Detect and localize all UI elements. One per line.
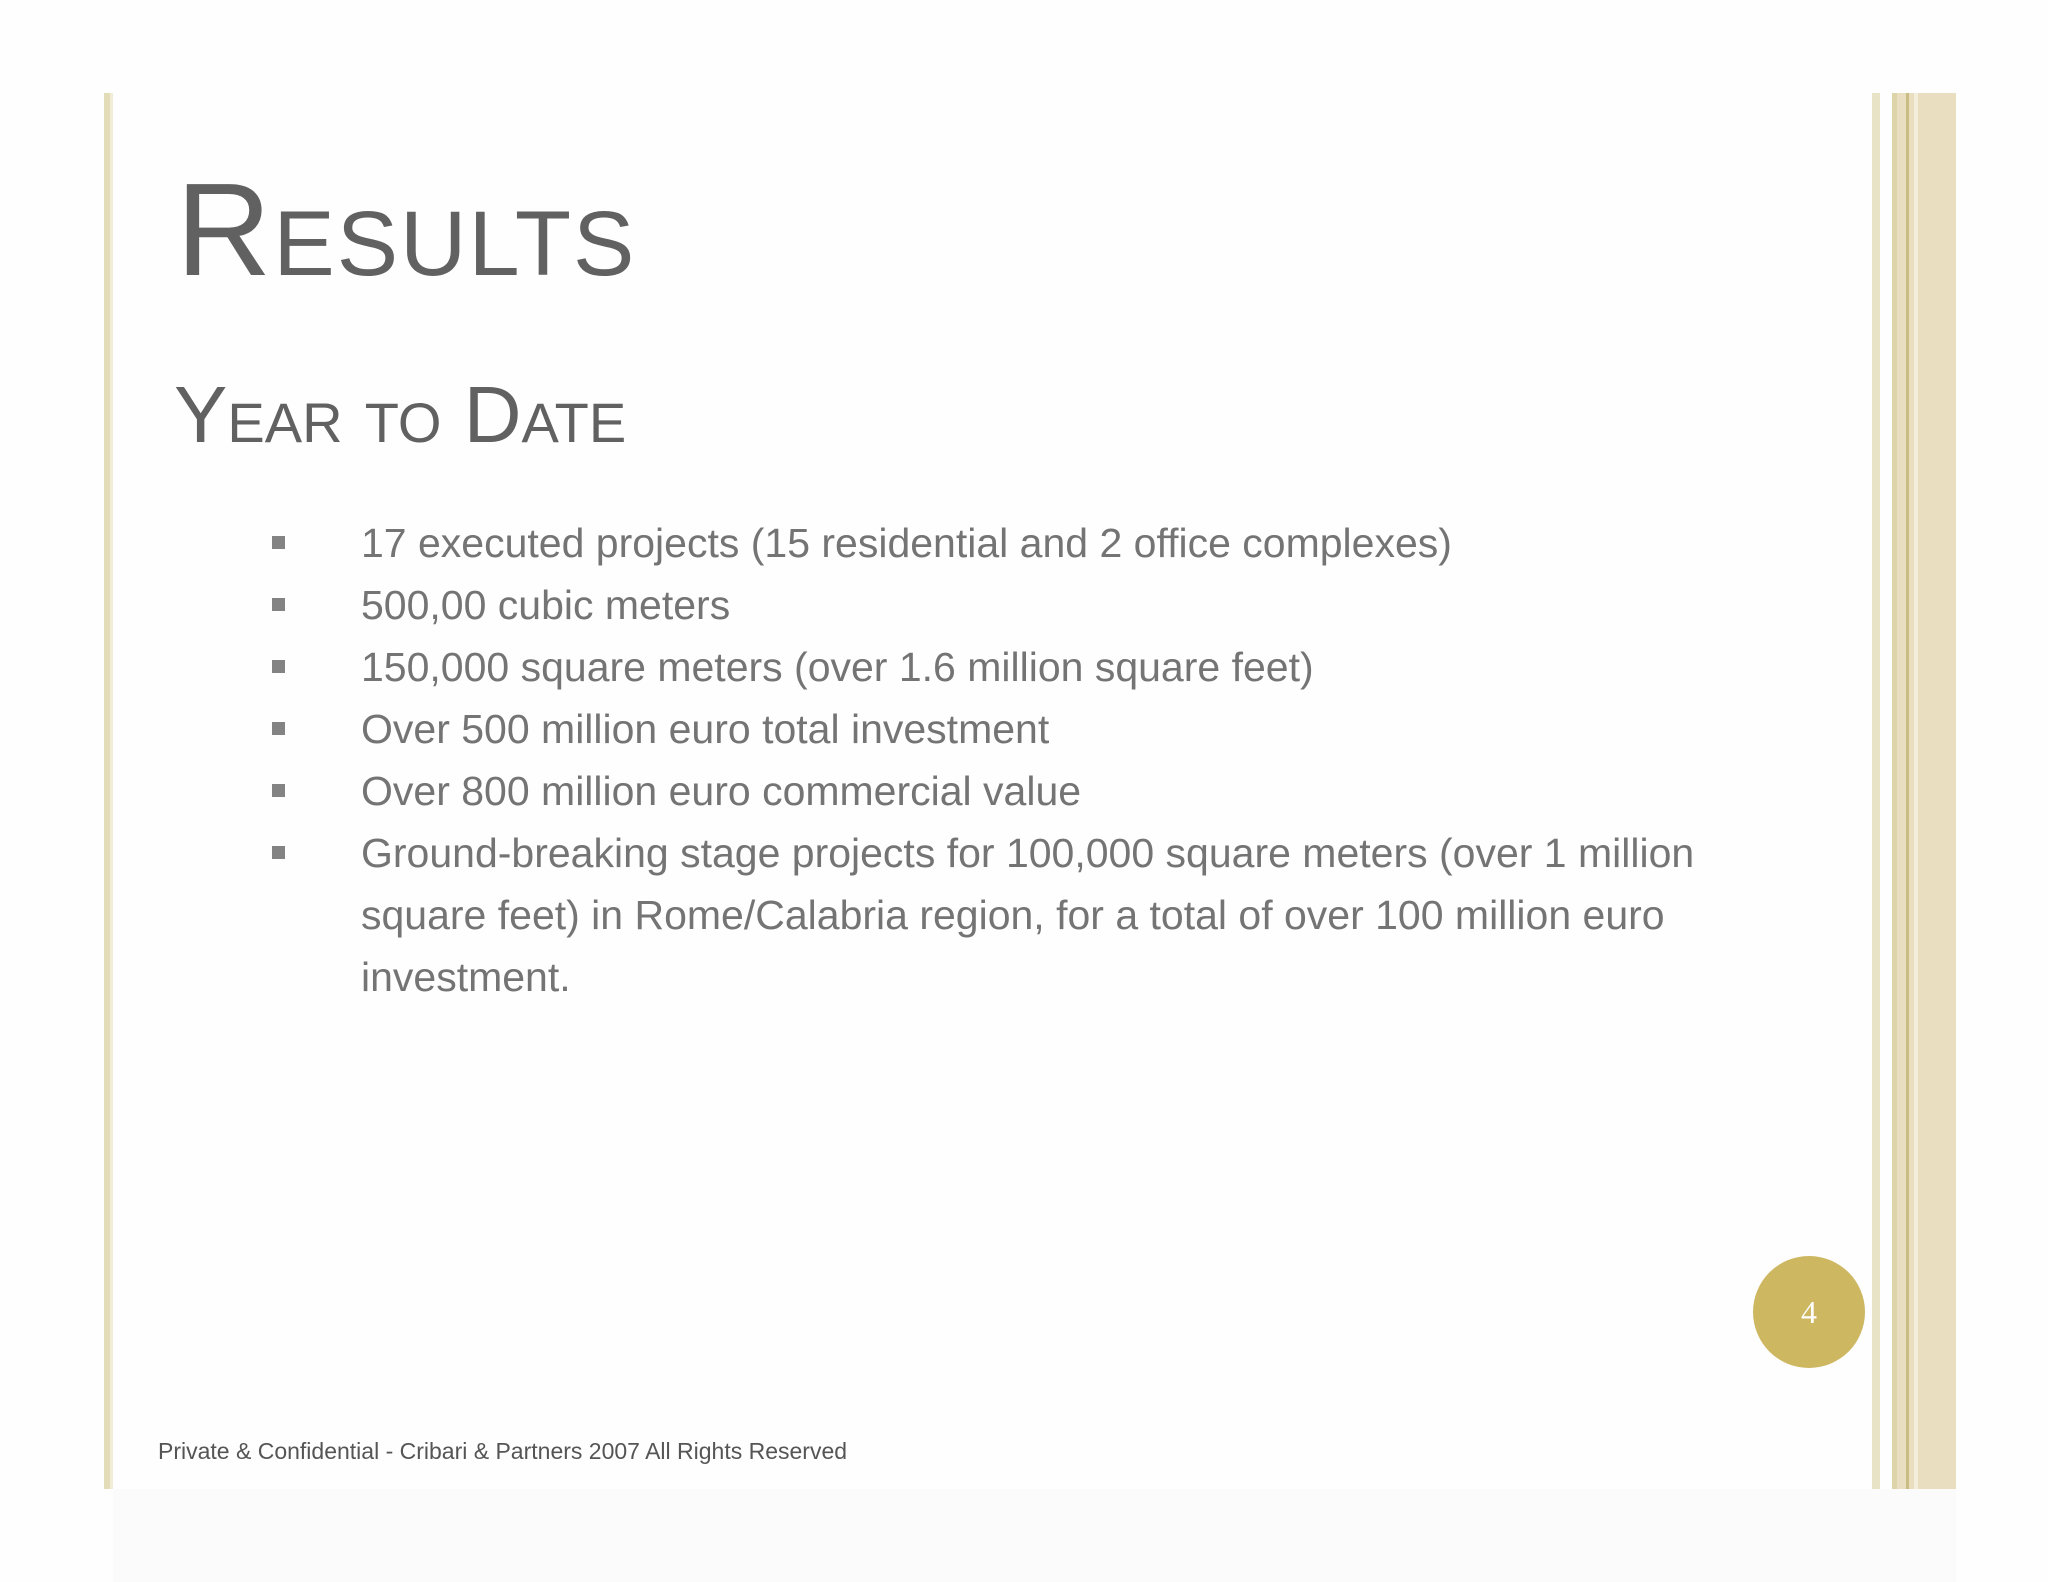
right-panel-line [1906, 93, 1909, 1489]
square-bullet-icon [272, 784, 285, 797]
square-bullet-icon [272, 722, 285, 735]
list-item [270, 636, 1790, 698]
list-item-text: Over 800 million euro commercial value [361, 768, 1082, 814]
right-border-band [1872, 93, 1880, 1489]
bottom-shade [113, 1489, 1956, 1582]
bullet-list [270, 512, 1790, 1008]
slide-subtitle: Year to Date [174, 370, 627, 459]
list-item-text: Over 500 million euro total investment [361, 706, 1050, 752]
square-bullet-icon [272, 598, 285, 611]
list-item-text: 17 executed projects (15 residential and 2 office complexes) [361, 520, 1452, 566]
square-bullet-icon [272, 846, 285, 859]
list-item-text: 500,00 cubic meters [361, 582, 731, 628]
right-panel-line [1914, 93, 1918, 1489]
slide-title: Results [176, 156, 637, 303]
list-item [270, 822, 1790, 1008]
list-item [270, 574, 1790, 636]
right-panel-line [1892, 93, 1897, 1489]
list-item-text: Ground-breaking stage projects for 100,000 square meters (over 1 million square feet) in Rome/Calabria region, for a total of over 100 million euro investment. [361, 830, 1695, 1000]
list-item [270, 698, 1790, 760]
page-number-badge [1753, 1256, 1865, 1368]
right-decorative-panel [1892, 93, 1956, 1489]
list-item [270, 760, 1790, 822]
footer-text: Private & Confidential - Cribari & Partners 2007 All Rights Reserved [158, 1438, 848, 1464]
square-bullet-icon [272, 536, 285, 549]
list-item-text: 150,000 square meters (over 1.6 million square feet) [361, 644, 1314, 690]
page-number: 4 [1801, 1293, 1817, 1330]
square-bullet-icon [272, 660, 285, 673]
left-border-rule-inner [110, 93, 113, 1489]
list-item [270, 512, 1790, 574]
